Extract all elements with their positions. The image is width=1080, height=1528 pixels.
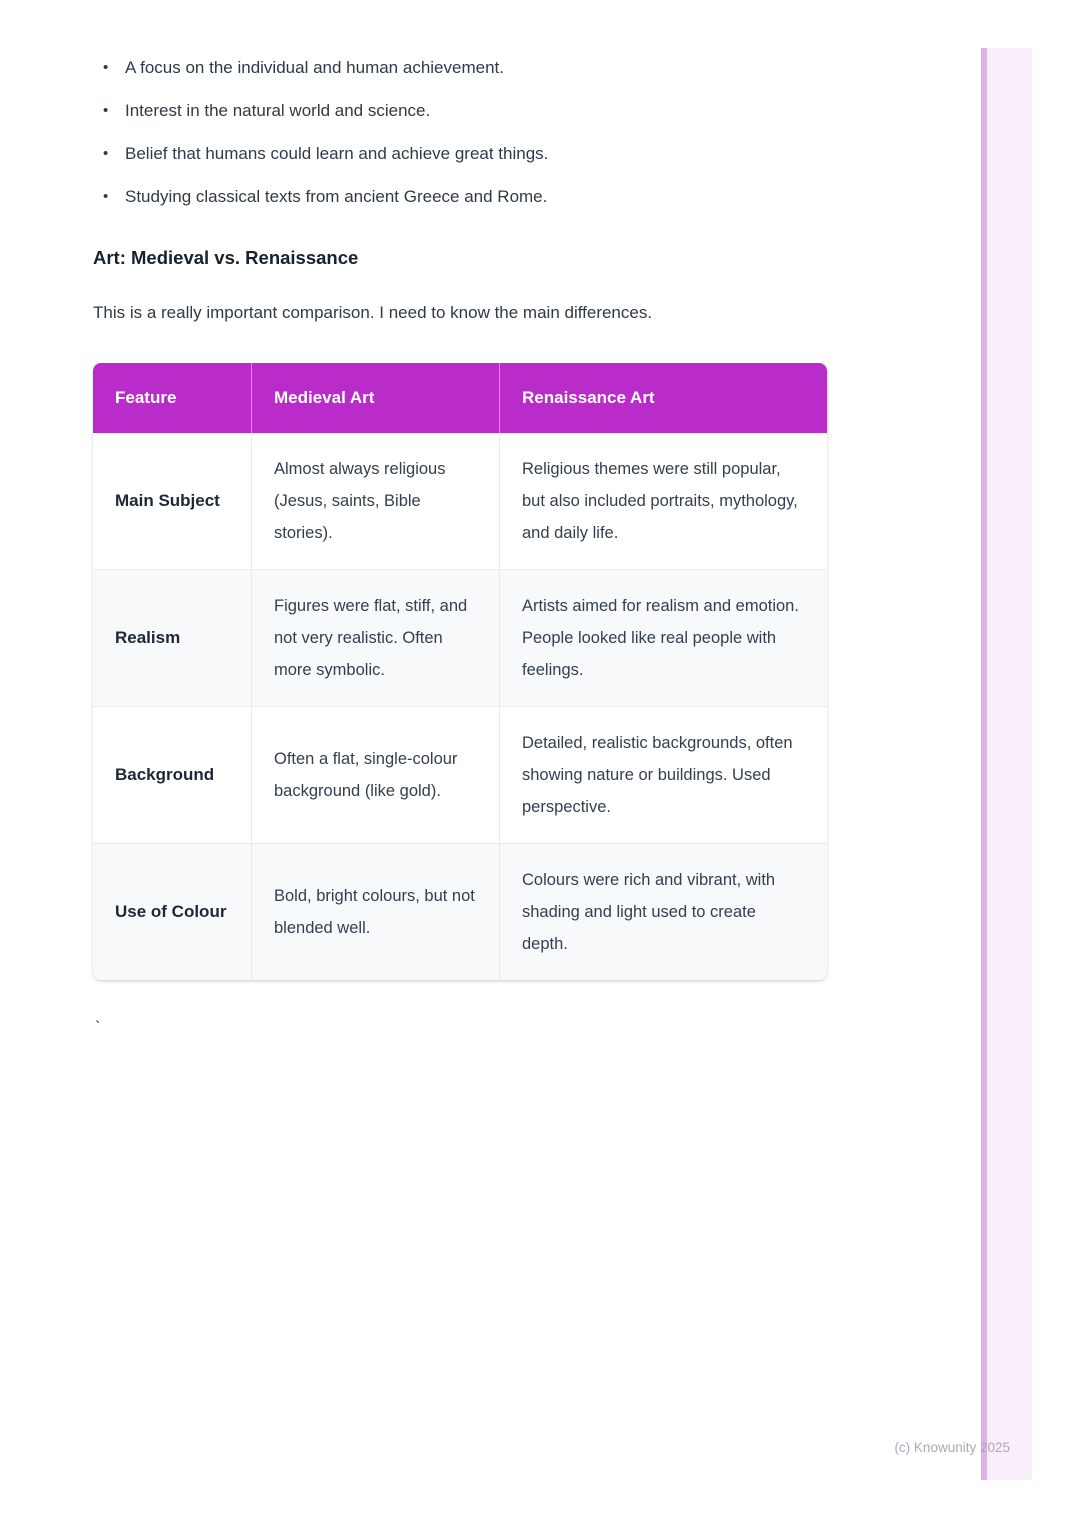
row-label: Main Subject — [93, 433, 252, 570]
bullet-list — [93, 55, 827, 210]
table-body — [93, 433, 827, 980]
col-header-feature: Feature — [93, 363, 252, 433]
table-header-row — [93, 363, 827, 433]
document-content — [93, 55, 827, 1040]
renaissance-cell: Colours were rich and vibrant, with shading and light used to create depth. — [500, 844, 827, 980]
list-item-text: Interest in the natural world and science. — [125, 101, 431, 120]
col-header-renaissance-art: Renaissance Art — [500, 363, 827, 433]
bullet-icon: • — [103, 145, 109, 162]
comparison-table — [93, 363, 827, 980]
section-heading: Art: Medieval vs. Renaissance — [93, 247, 359, 268]
renaissance-cell: Religious themes were still popular, but also included portraits, mythology, and daily life. — [500, 433, 827, 570]
medieval-cell: Almost always religious (Jesus, saints, Bible stories). — [252, 433, 500, 570]
row-label: Background — [93, 707, 252, 844]
bullet-icon: • — [103, 188, 109, 205]
row-label: Realism — [93, 570, 252, 707]
medieval-cell: Figures were flat, stiff, and not very realistic. Often more symbolic. — [252, 570, 500, 707]
renaissance-cell: Artists aimed for realism and emotion. People looked like real people with feelings. — [500, 570, 827, 707]
list-item — [93, 98, 827, 124]
list-item-text: Studying classical texts from ancient Greece and Rome. — [125, 187, 548, 206]
medieval-cell: Bold, bright colours, but not blended well. — [252, 844, 500, 980]
list-item — [93, 141, 827, 167]
col-header-medieval-art: Medieval Art — [252, 363, 500, 433]
bullet-icon: • — [103, 102, 109, 119]
bullet-icon: • — [103, 59, 109, 76]
list-item — [93, 184, 827, 210]
renaissance-cell: Detailed, realistic backgrounds, often showing nature or buildings. Used perspective. — [500, 707, 827, 844]
table-row — [93, 433, 827, 570]
stray-backtick: ` — [95, 1018, 101, 1037]
list-item-text: Belief that humans could learn and achieve great things. — [125, 144, 549, 163]
list-item-text: A focus on the individual and human achievement. — [125, 58, 504, 77]
list-item — [93, 55, 827, 81]
row-label: Use of Colour — [93, 844, 252, 980]
comparison-table-container — [93, 363, 827, 980]
medieval-cell: Often a flat, single-colour background (like gold). — [252, 707, 500, 844]
table-row — [93, 707, 827, 844]
table-row — [93, 570, 827, 707]
page-edge-stripe — [981, 48, 1032, 1480]
table-row — [93, 844, 827, 980]
intro-paragraph: This is a really important comparison. I need to know the main differences. — [93, 303, 653, 322]
copyright-text: (c) Knowunity 2025 — [894, 1440, 1010, 1455]
table-header — [93, 363, 827, 433]
